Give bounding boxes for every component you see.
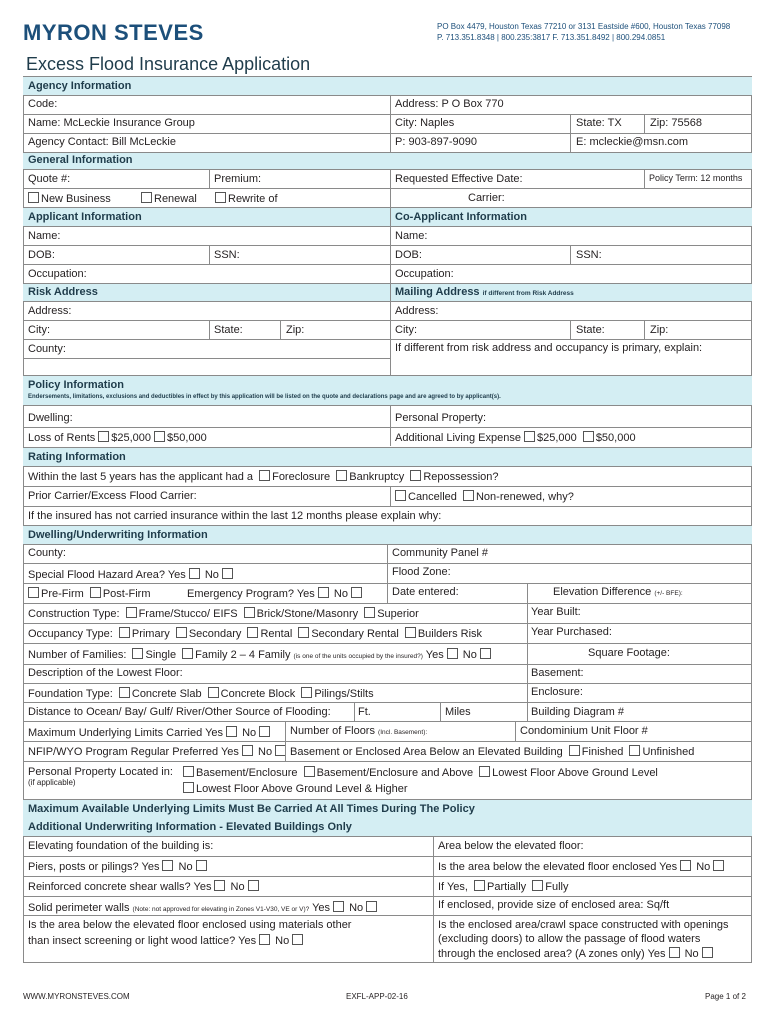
rating-band: [23, 447, 752, 466]
family-no-checkbox[interactable]: [480, 648, 491, 659]
within5-question: Within the last 5 years has the applicant had a Foreclosure Bankruptcy Repossession?: [28, 471, 499, 483]
concrete-slab-checkbox[interactable]: [119, 687, 130, 698]
lowest-floor-label: Description of the Lowest Floor:: [28, 667, 183, 679]
shear-walls-question: Reinforced concrete shear walls? Yes No: [28, 880, 261, 893]
piers-no-checkbox[interactable]: [196, 860, 207, 871]
builders-risk-checkbox[interactable]: [405, 627, 416, 638]
risk-city-label: City:: [28, 324, 50, 336]
additional-living-expense: Additional Living Expense $25,000 $50,000: [395, 432, 636, 444]
firm-options: Pre-Firm Post-Firm: [25, 587, 151, 600]
risk-address-label: Address:: [28, 305, 72, 317]
occupancy-type: Occupancy Type: Primary Secondary Rental Secondary Rental Builders Risk: [28, 628, 483, 640]
number-of-floors: Number of Floors (Incl. Basement):: [290, 725, 428, 737]
pp-basement-checkbox[interactable]: [183, 766, 194, 777]
mailing-state-label: State:: [576, 324, 605, 336]
agency-phone-label: P: 903-897-9090: [395, 136, 477, 148]
max-underlying: Maximum Underlying Limits Carried Yes No: [28, 726, 272, 739]
company-phone: P. 713.351.8348 | 800.235:3817 F. 713.351.8492 | 800.294.0851: [437, 33, 666, 42]
policy-heading: Policy Information: [28, 379, 124, 391]
company-address: PO Box 4479, Houston Texas 77210 or 3131 Eastside #600, Houston Texas 77098: [437, 22, 731, 31]
emergency-yes-checkbox[interactable]: [318, 587, 329, 598]
piers-yes-checkbox[interactable]: [162, 860, 173, 871]
agency-contact-label: Agency Contact: Bill McLeckie: [28, 136, 176, 148]
loss-of-rents: Loss of Rents $25,000 $50,000: [28, 432, 207, 444]
agency-state-label: State: TX: [576, 117, 622, 129]
enclosure-label: Enclosure:: [531, 686, 583, 698]
materials-question-line1: Is the area below the elevated floor enclosed using materials other: [28, 919, 352, 931]
coapplicant-dob-label: DOB:: [395, 249, 422, 261]
elevation-difference: Elevation Difference (+/- BFE):: [553, 586, 683, 598]
emergency-no-checkbox[interactable]: [351, 587, 362, 598]
brick-checkbox[interactable]: [244, 607, 255, 618]
pilings-checkbox[interactable]: [301, 687, 312, 698]
piers-question: Piers, posts or pilings? Yes No: [28, 860, 209, 873]
risk-county-label: County:: [28, 343, 66, 355]
community-panel-label: Community Panel #: [392, 547, 488, 559]
enclosed-size-label: If enclosed, provide size of enclosed area: Sq/ft: [438, 899, 670, 911]
coapplicant-name-label: Name:: [395, 230, 428, 242]
feet-label: Ft.: [358, 706, 371, 718]
enclosed-area-finish: Basement or Enclosed Area Below an Elevated Building Finished Unfinished: [290, 746, 695, 758]
sfha-no-checkbox[interactable]: [222, 568, 233, 579]
crawl-question-line2: (excluding doors) to allow the passage of flood waters: [438, 933, 701, 945]
agency-address-value[interactable]: P O Box 770: [441, 98, 504, 110]
sfha-question: Special Flood Hazard Area? Yes No: [28, 568, 235, 581]
renewal-option[interactable]: Renewal: [138, 192, 197, 205]
year-purchased-label: Year Purchased:: [531, 626, 612, 638]
new-business-checkbox[interactable]: [28, 192, 39, 203]
explain-address-label: If different from risk address and occupancy is primary, explain:: [395, 342, 703, 354]
elevating-foundation-label: Elevating foundation of the building is:: [28, 840, 214, 852]
cancelled-checkbox[interactable]: [395, 490, 406, 501]
if-applicable-note: (if applicable): [28, 778, 76, 787]
frame-checkbox[interactable]: [126, 607, 137, 618]
footer-website[interactable]: WWW.MYRONSTEVES.COM: [23, 992, 130, 1001]
area-below-label: Area below the elevated floor:: [438, 840, 584, 852]
crawl-question-line3: through the enclosed area? (A zones only) Yes No: [438, 947, 715, 960]
rewrite-checkbox[interactable]: [215, 192, 226, 203]
agency-name-value[interactable]: McLeckie Insurance Group: [63, 117, 195, 129]
agency-name-label: Name: McLeckie Insurance Group: [28, 117, 195, 129]
dwelling-label: Dwelling:: [28, 412, 73, 424]
personal-property-label: Personal Property:: [395, 412, 487, 424]
mailing-heading: Mailing Address if different from Risk Address: [395, 286, 574, 298]
agency-city-label: City: Naples: [395, 117, 455, 129]
crawl-yes-checkbox[interactable]: [669, 947, 680, 958]
agency-zip-value[interactable]: 75568: [671, 117, 702, 129]
pp-located-label: Personal Property Located in:: [28, 766, 173, 778]
policy-term: Policy Term: 12 months: [649, 173, 743, 183]
rating-heading: Rating Information: [28, 451, 126, 463]
enclosure-extent: If Yes, Partially Fully: [438, 881, 569, 893]
prior-carrier-label: Prior Carrier/Excess Flood Carrier:: [28, 490, 197, 502]
area-enclosed-question: Is the area below the elevated floor enclosed Yes No: [438, 860, 726, 873]
applicant-dob-label: DOB:: [28, 249, 55, 261]
max-yes-checkbox[interactable]: [226, 726, 237, 737]
pp-lowest-floor-checkbox[interactable]: [479, 766, 490, 777]
family-yes-checkbox[interactable]: [447, 648, 458, 659]
new-business-option[interactable]: New Business: [25, 192, 111, 205]
single-family-checkbox[interactable]: [132, 648, 143, 659]
nonrenewed-checkbox[interactable]: [463, 490, 474, 501]
premium-label: Premium:: [214, 173, 262, 185]
superior-checkbox[interactable]: [364, 607, 375, 618]
requested-date-label: Requested Effective Date:: [395, 173, 523, 185]
unfinished-checkbox[interactable]: [629, 745, 640, 756]
pp-lowest-higher-checkbox[interactable]: [183, 782, 194, 793]
pp-options-row1: Basement/Enclosure Basement/Enclosure and Above Lowest Floor Above Ground Level: [180, 766, 658, 779]
miles-label: Miles: [445, 706, 471, 718]
agency-email-label: E: mcleckie@msn.com: [576, 136, 689, 148]
risk-band: [23, 283, 752, 301]
general-heading: General Information: [28, 154, 133, 166]
sfha-yes-checkbox[interactable]: [189, 568, 200, 579]
finished-checkbox[interactable]: [569, 745, 580, 756]
applicant-heading: Applicant Information: [28, 211, 142, 223]
footer-page-number: Page 1 of 2: [705, 992, 746, 1001]
ale-25k-checkbox[interactable]: [524, 431, 535, 442]
agency-city-value[interactable]: Naples: [420, 117, 455, 129]
agency-state-value[interactable]: TX: [607, 117, 622, 129]
agency-heading: Agency Information: [28, 80, 132, 92]
rents-25k-checkbox[interactable]: [98, 431, 109, 442]
mailing-note: if different from Risk Address: [482, 290, 574, 297]
basement-label: Basement:: [531, 667, 584, 679]
footer-form-id: EXFL-APP-02-16: [346, 992, 408, 1001]
carrier-label: Carrier:: [468, 192, 505, 204]
ale-50k-checkbox[interactable]: [583, 431, 594, 442]
nfip-program: NFIP/WYO Program Regular Preferred Yes No: [28, 745, 288, 758]
building-diagram-label: Building Diagram #: [531, 706, 624, 718]
materials-question-line2: than insect screening or light wood lattice? Yes No: [28, 934, 305, 947]
enclosed-yes-checkbox[interactable]: [680, 860, 691, 871]
quote-label: Quote #:: [28, 173, 71, 185]
page-title: Excess Flood Insurance Application: [26, 54, 311, 74]
policy-band: [23, 375, 752, 405]
coapplicant-occupation-label: Occupation:: [395, 268, 454, 280]
applicant-name-label: Name:: [28, 230, 61, 242]
bankruptcy-checkbox[interactable]: [336, 470, 347, 481]
agency-code-label: Code:: [28, 98, 58, 110]
rewrite-option[interactable]: Rewrite of: [212, 192, 278, 205]
flood-zone-label: Flood Zone:: [392, 566, 451, 578]
pre-firm-checkbox[interactable]: [28, 587, 39, 598]
mailing-city-label: City:: [395, 324, 417, 336]
construction-type: Construction Type: Frame/Stucco/ EIFS Brick/Stone/Masonry Superior: [28, 608, 419, 620]
coapplicant-heading: Co-Applicant Information: [395, 211, 527, 223]
fully-checkbox[interactable]: [532, 880, 543, 891]
nfip-yes-checkbox[interactable]: [242, 745, 253, 756]
agency-band: [23, 77, 752, 95]
mailing-address-label: Address:: [395, 305, 439, 317]
company-logo: MYRON STEVES: [23, 20, 204, 45]
crawl-question-line1: Is the enclosed area/crawl space constructed with openings: [438, 919, 729, 931]
shear-no-checkbox[interactable]: [248, 880, 259, 891]
agency-phone-value[interactable]: 903-897-9090: [408, 136, 477, 148]
uw-county-label: County:: [28, 547, 66, 559]
cancel-options: Cancelled Non-renewed, why?: [392, 490, 574, 503]
pp-options-row2: Lowest Floor Above Ground Level & Higher: [180, 782, 408, 795]
solid-yes-checkbox[interactable]: [333, 901, 344, 912]
repossession-checkbox[interactable]: [410, 470, 421, 481]
post-firm-checkbox[interactable]: [90, 587, 101, 598]
square-footage-label: Square Footage:: [588, 647, 670, 659]
max-limits-notice: Maximum Available Underlying Limits Must Be Carried At All Times During The Policy: [28, 803, 475, 815]
elevated-heading: Additional Underwriting Information - Elevated Buildings Only: [28, 821, 352, 833]
shear-yes-checkbox[interactable]: [214, 880, 225, 891]
agency-contact-value[interactable]: Bill McLeckie: [111, 136, 176, 148]
rental-checkbox[interactable]: [247, 627, 258, 638]
number-of-families: Number of Families: Single Family 2 – 4 Family (is one of the units occupied by the insured?) Yes No: [28, 648, 493, 661]
solid-no-checkbox[interactable]: [366, 901, 377, 912]
policy-note: Endersements, limitations, exclusions and deductibles in effect by this application will be listed on the quote and declarations page and are agreed to by applicant(s).: [28, 394, 501, 400]
foundation-type: Foundation Type: Concrete Slab Concrete Block Pilings/Stilts: [28, 688, 374, 700]
foreclosure-checkbox[interactable]: [259, 470, 270, 481]
coapplicant-ssn-label: SSN:: [576, 249, 602, 261]
max-no-checkbox[interactable]: [259, 726, 270, 737]
mailing-zip-label: Zip:: [650, 324, 669, 336]
applicant-occupation-label: Occupation:: [28, 268, 87, 280]
emergency-program: Emergency Program? Yes No: [187, 587, 364, 600]
concrete-block-checkbox[interactable]: [208, 687, 219, 698]
rents-50k-checkbox[interactable]: [154, 431, 165, 442]
applicant-ssn-label: SSN:: [214, 249, 240, 261]
agency-zip-label: Zip: 75568: [650, 117, 702, 129]
dwelling-heading: Dwelling/Underwriting Information: [28, 529, 208, 541]
secondary-rental-checkbox[interactable]: [298, 627, 309, 638]
agency-address-label: Address: P O Box 770: [395, 98, 504, 110]
enclosed-no-checkbox[interactable]: [713, 860, 724, 871]
pp-basement-above-checkbox[interactable]: [304, 766, 315, 777]
distance-label: Distance to Ocean/ Bay/ Gulf/ River/Other Source of Flooding:: [28, 706, 331, 718]
explain12-label: If the insured has not carried insurance within the last 12 months please explain why:: [28, 510, 442, 522]
risk-state-label: State:: [214, 324, 243, 336]
materials-yes-checkbox[interactable]: [259, 934, 270, 945]
date-entered-label: Date entered:: [392, 586, 459, 598]
primary-checkbox[interactable]: [119, 627, 130, 638]
crawl-no-checkbox[interactable]: [702, 947, 713, 958]
condo-unit-floor-label: Condominium Unit Floor #: [520, 725, 648, 737]
solid-walls-question: Solid perimeter walls (Note: not approved for elevating in Zones V1-V30, VE or V)? Yes No: [28, 901, 379, 914]
risk-zip-label: Zip:: [286, 324, 305, 336]
agency-email-value[interactable]: mcleckie@msn.com: [589, 136, 689, 148]
secondary-checkbox[interactable]: [176, 627, 187, 638]
risk-heading: Risk Address: [28, 286, 98, 298]
year-built-label: Year Built:: [531, 606, 581, 618]
partially-checkbox[interactable]: [474, 880, 485, 891]
renewal-checkbox[interactable]: [141, 192, 152, 203]
family24-checkbox[interactable]: [182, 648, 193, 659]
materials-no-checkbox[interactable]: [292, 934, 303, 945]
